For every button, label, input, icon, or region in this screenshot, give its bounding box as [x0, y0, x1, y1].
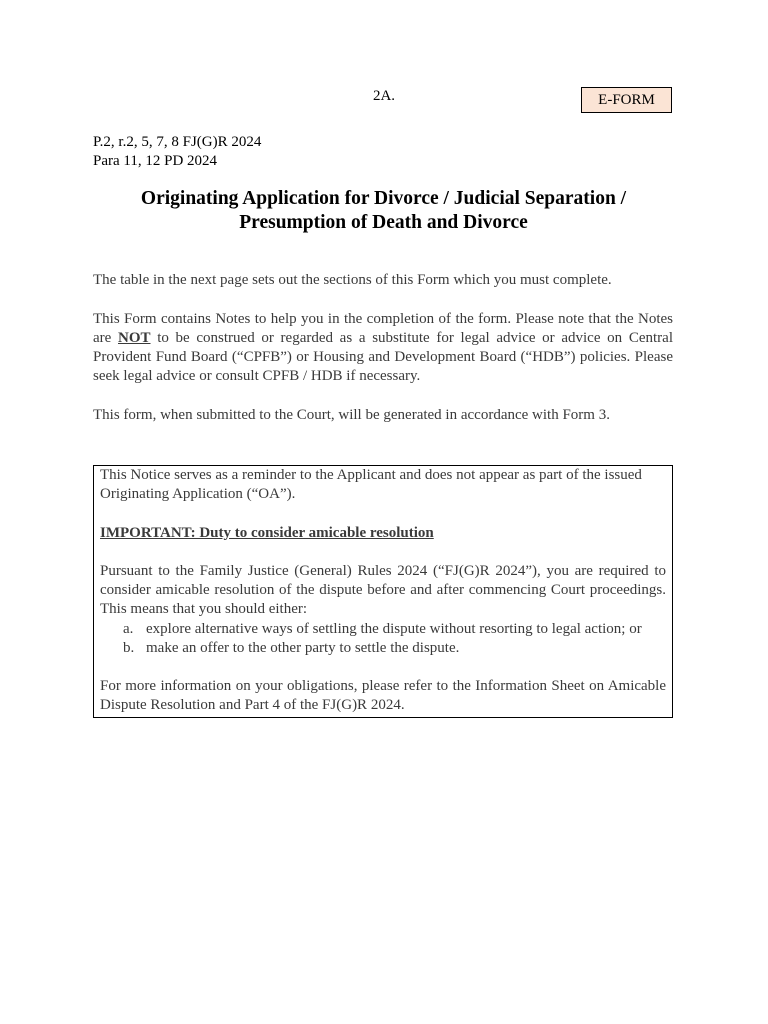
practice-direction-reference: Para 11, 12 PD 2024: [93, 153, 218, 169]
disclaimer-text-start: This Form contains Notes to help you in the completion of the form. Please note that the Notes are: [93, 310, 673, 346]
notice-pursuant-text: Pursuant to the Family Justice (General) Rules 2024 (“FJ(G)R 2024”), you are required to consider amicable resolution of the dispute before and after commencing Court proceedings. This means that you should either:: [100, 562, 666, 618]
intro-section: [93, 271, 673, 445]
eform-badge: E-FORM: [581, 87, 672, 113]
notice-heading-text: IMPORTANT: Duty to consider amicable resolution: [100, 524, 434, 541]
list-item-text: make an offer to the other party to settle the dispute.: [146, 639, 460, 656]
resolution-options-list: [100, 620, 666, 658]
list-marker: a.: [123, 620, 134, 637]
form-number: 2A.: [372, 88, 396, 104]
notice-reminder: This Notice serves as a reminder to the Applicant and does not appear as part of the issued Originating Application (“OA”).: [100, 467, 642, 503]
list-item: [123, 639, 666, 658]
list-item: [123, 620, 666, 639]
page-title-line-2: Presumption of Death and Divorce: [239, 212, 528, 233]
page-title-line-1: Originating Application for Divorce / Judicial Separation /: [140, 188, 627, 209]
list-marker: b.: [123, 639, 135, 656]
list-item-text: explore alternative ways of settling the dispute without resorting to legal action; or: [146, 620, 642, 637]
form-references: [93, 133, 261, 171]
rule-reference: P.2, r.2, 5, 7, 8 FJ(G)R 2024: [93, 134, 262, 150]
page-title: [93, 187, 674, 235]
intro-notes-disclaimer: [93, 310, 673, 387]
notice-more-info: For more information on your obligations, please refer to the Information Sheet on Amicable Dispute Resolution and Part 4 of the FJ(G)R 2024.: [100, 678, 666, 714]
intro-table-note: The table in the next page sets out the sections of this Form which you must complete.: [93, 272, 612, 288]
disclaimer-emphasis: NOT: [118, 329, 151, 346]
amicable-resolution-notice: [93, 465, 673, 718]
intro-generation-note: This form, when submitted to the Court, will be generated in accordance with Form 3.: [93, 407, 610, 424]
disclaimer-text-end: to be construed or regarded as a substitute for legal advice or advice on Central Provident Fund Board (“CPFB”) or Housing and Development Board (“HDB”) policies. Please seek legal advice or consult CPFB / HDB if necessary.: [93, 329, 674, 385]
notice-heading: [100, 524, 666, 543]
